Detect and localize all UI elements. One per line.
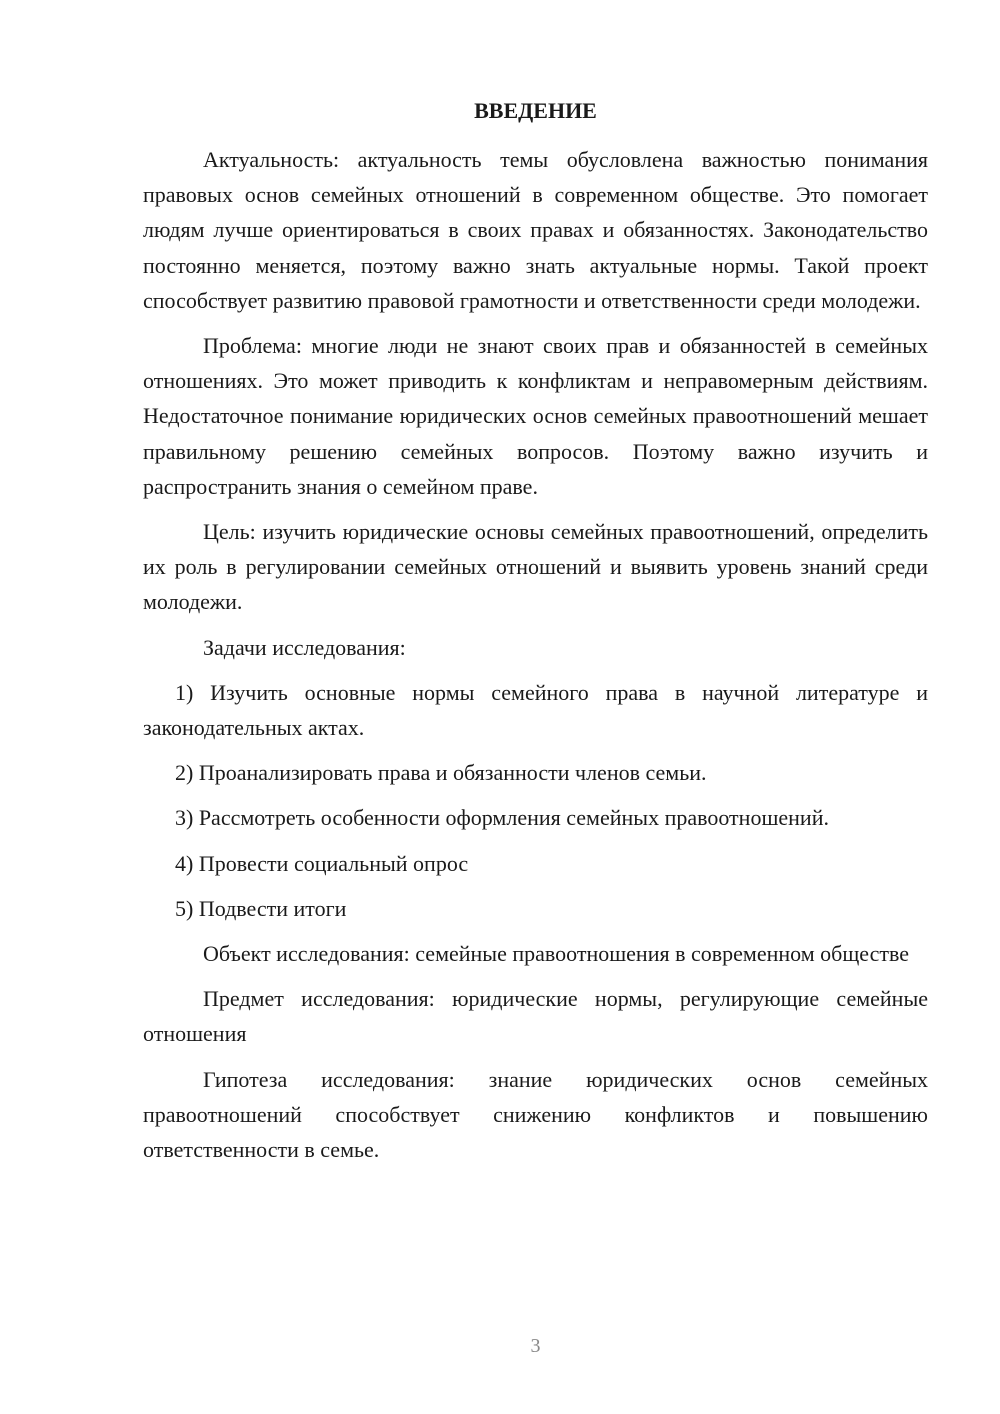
document-title: ВВЕДЕНИЕ <box>474 98 597 123</box>
paragraph-problem: Проблема: многие люди не знают своих прав и обязанностей в семейных отношениях. Это может приводить к конфликтам и неправомерным действиям. Недостаточное понимание юридических основ семейных правоотношений мешает правильному решению семейных вопросов. Поэтому важно изучить и распространить знания о семейном праве. <box>143 333 928 499</box>
paragraph-hypothesis: Гипотеза исследования: знание юридических основ семейных правоотношений способствует снижению конфликтов и повышению ответственности в семье. <box>143 1066 928 1163</box>
task-item-2: 2) Проанализировать права и обязанности членов семьи. <box>175 760 707 786</box>
paragraph-relevance: Актуальность: актуальность темы обусловлена важностью понимания правовых основ семейных отношений в современном обществе. Это помогает людям лучше ориентироваться в своих правах и обязанностях. Законодательство постоянно меняется, поэтому важно знать актуальные нормы. Такой проект способствует развитию правовой грамотности и ответственности среди молодежи. <box>143 147 928 313</box>
paragraph-goal: Цель: изучить юридические основы семейных правоотношений, определить их роль в регулировании семейных отношений и выявить уровень знаний среди молодежи. <box>143 519 928 615</box>
task-item-1: 1) Изучить основные нормы семейного права в научной литературе и законодательных актах. <box>143 679 928 741</box>
document-body <box>143 142 928 1177</box>
paragraph-tasks-heading: Задачи исследования: <box>203 634 406 660</box>
task-item-5: 5) Подвести итоги <box>175 895 347 921</box>
paragraph-object: Объект исследования: семейные правоотношения в современном обществе <box>203 941 909 967</box>
document-page <box>143 0 928 1414</box>
paragraph-subject: Предмет исследования: юридические нормы, регулирующие семейные отношения <box>143 986 928 1047</box>
page-number: 3 <box>530 1335 541 1357</box>
task-item-4: 4) Провести социальный опрос <box>175 850 469 876</box>
task-item-3: 3) Рассмотреть особенности оформления семейных правоотношений. <box>175 805 829 831</box>
